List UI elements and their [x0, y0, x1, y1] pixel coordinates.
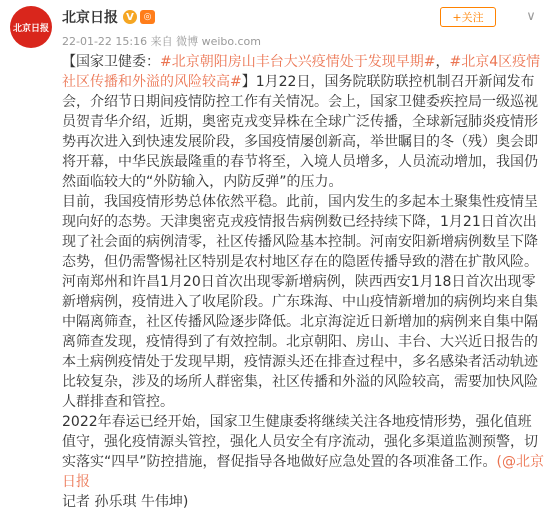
chevron-down-icon[interactable]: ∨ [526, 9, 536, 24]
follow-button[interactable]: +关注 [440, 7, 496, 27]
verified-icon: V [123, 10, 137, 24]
avatar[interactable] [10, 6, 52, 48]
topic-link-1[interactable]: #北京朝阳房山丰台大兴疫情处于发现早期# [160, 54, 436, 70]
topic-link-2[interactable]: #北京4区疫情社区传播和外溢的风险较高# [62, 54, 541, 90]
reporter-line: 记者 孙乐琪 牛伟坤) [62, 494, 189, 510]
paragraph-3-text: 2022年春运已经开始，国家卫生健康委将继续关注各地疫情形势，强化值班值守，强化疫情源头管控，强化人员安全有序流动，强化多渠道监测预警，切实落实“四早”防控措施，督促指导各地做好应急处置的各项准备工作。 [62, 414, 538, 470]
post-meta: 22-01-22 15:16 来自 微博 weibo.com [62, 35, 261, 48]
separator: ， [435, 54, 450, 70]
lead-text: 【国家卫健委： [62, 54, 160, 70]
member-badge-icon: ◎ [140, 10, 155, 24]
post-content [62, 52, 544, 512]
paragraph-3 [62, 412, 544, 492]
mention-link[interactable]: (@北京日报 [62, 454, 544, 490]
paragraph-2: 目前，我国疫情形势总体依然平稳。此前，国内发生的多起本土聚集性疫情呈现向好的态势。天津奥密克戎疫情报告病例数已经持续下降，1月21日首次出现了社会面的病例清零，社区传播风险基本控制。河南安阳新增病例数呈下降态势，但仍需警惕社区特别是农村地区存在的隐匿传播导致的潜在扩散风险。河南郑州和许昌1月20日首次出现零新增病例，陕西西安1月18日首次出现零新增病例，疫情进入了收尾阶段。广东珠海、中山疫情新增加的病例均来自集中隔离筛查，社区传播风险逐步降低。北京海淀近日新增加的病例来自集中隔离筛查发现，疫情得到了有效控制。北京朝阳、房山、丰台、大兴近日报告的本土病例疫情处于发现早期，疫情源头还在排查过程中，多名感染者活动轨迹比较复杂，涉及的场所人群密集，社区传播和外溢的风险较高，需要加快风险人群排查和管控。 [62, 194, 538, 410]
avatar-logo-text: 北京日报 [12, 23, 49, 34]
name-row [62, 7, 155, 27]
paragraph-1 [62, 52, 544, 192]
post-header [0, 0, 550, 56]
user-name[interactable]: 北京日报 [62, 10, 118, 26]
paragraph-1-text: 】1月22日，国务院联防联控机制召开新闻发布会，介绍节日期间疫情防控工作有关情况。会上，国家卫健委疾控局一级巡视员贺青华介绍，近期，奥密克戎变异株在全球广泛传播，全球新冠肺炎疫情形势再次进入到快速发展阶段，多国疫情屡创新高，举世瞩目的冬（残）奥会即将开幕，中华民族最隆重的春节将至，入境人员增多，人员流动增加，我国仍然面临较大的“外防输入，内防反弹”的压力。 [62, 74, 538, 190]
